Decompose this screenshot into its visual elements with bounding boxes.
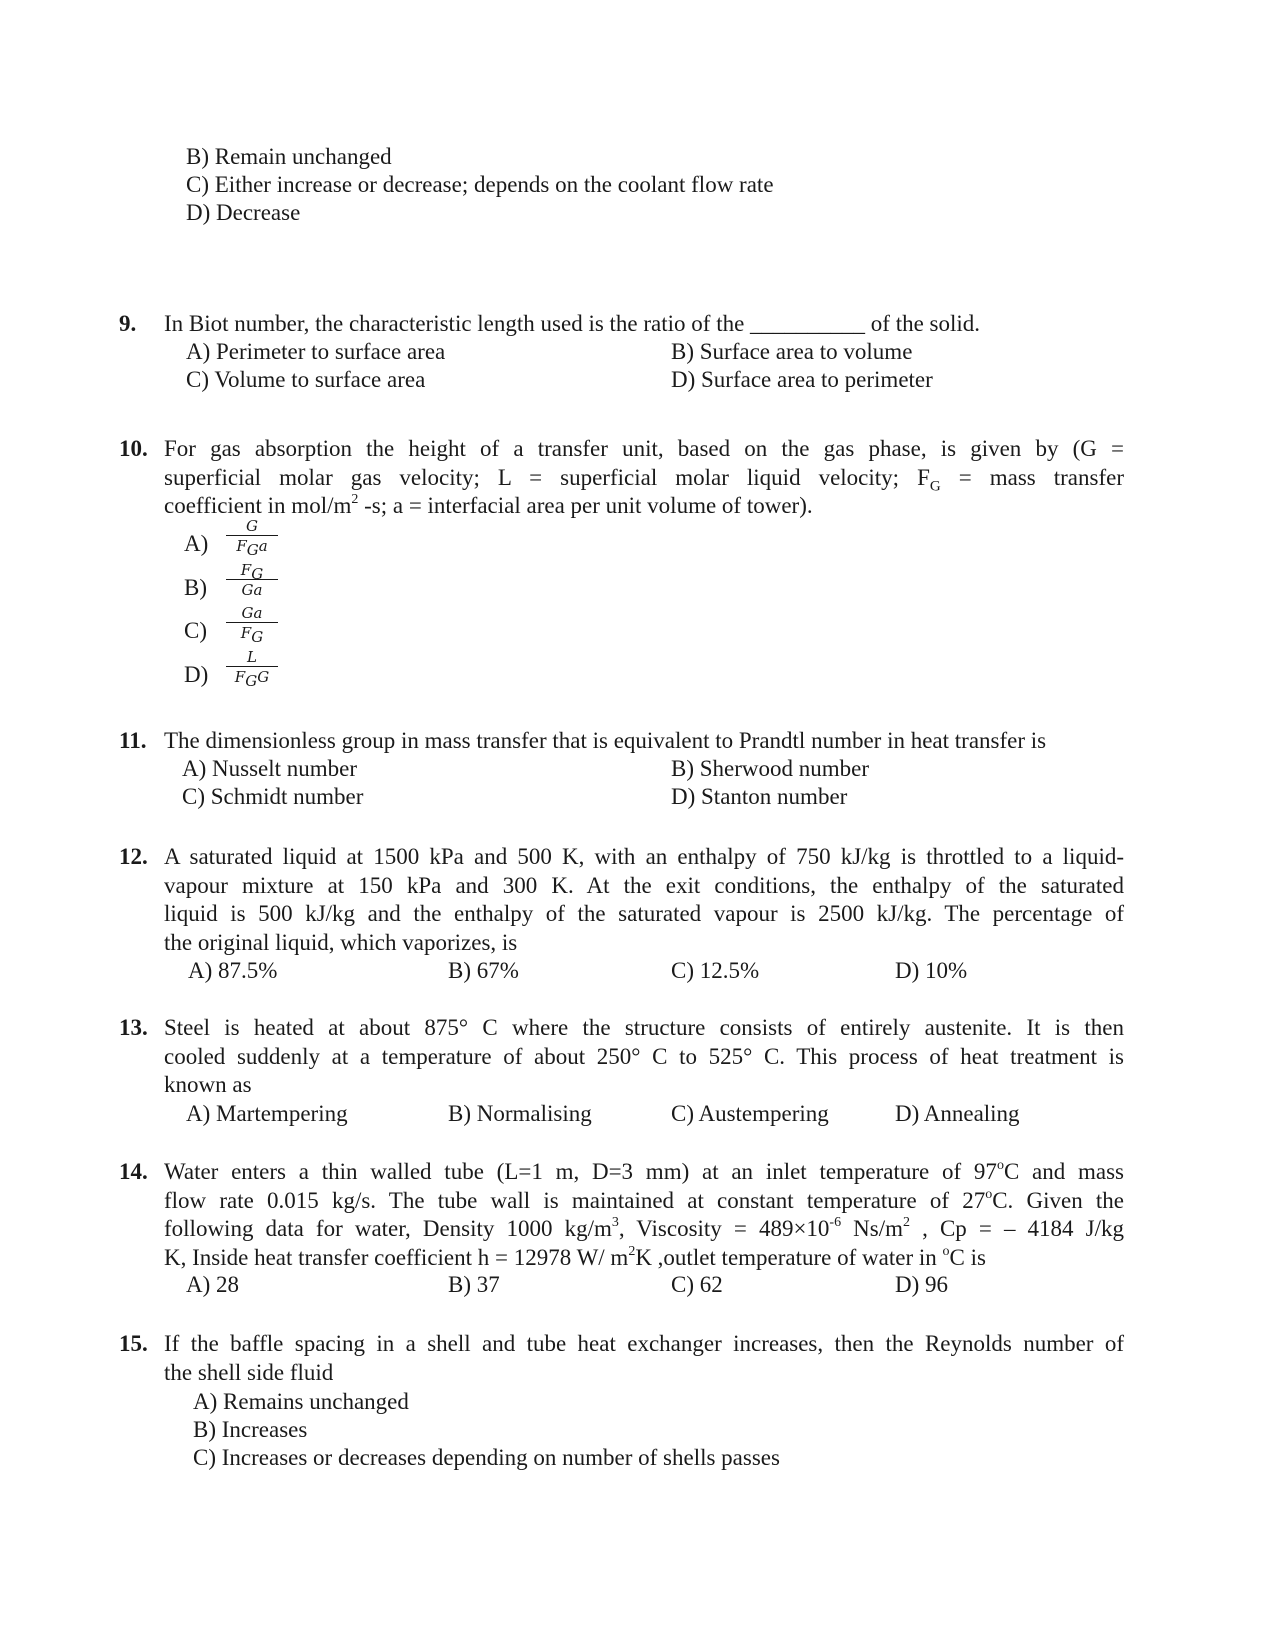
q13-stem-line: Steel is heated at about 875° C where the structure consists of entirely austenite. It is then [164,1015,1124,1040]
q9-option-c: C) Volume to surface area [186,367,426,392]
q14-option-a: A) 28 [186,1272,240,1297]
q14-stem-line: K, Inside heat transfer coefficient h = 12978 W/ $m^2K$ ,outlet temperature of water in $^o$C is [164,1243,986,1270]
q13-stem-line: cooled suddenly at a temperature of about 250° C to 525° C. This process of heat treatment is [164,1043,1124,1069]
q10-stem-line: For gas absorption the height of a transfer unit, based on the gas phase, is given by (G = [164,436,1124,461]
q12-stem-line: liquid is 500 kJ/kg and the enthalpy of the saturated vapour is 2500 kJ/kg. The percentage of [164,901,1124,926]
q12-stem-line: vapour mixture at 150 kPa and 300 K. At the exit conditions, the enthalpy of the saturated [164,872,1124,898]
q12-stem [164,843,1124,957]
fraction [222,648,282,690]
q12-option-b: B) 67% [448,958,519,983]
q11-option-c: C) Schmidt number [182,784,364,809]
q12-option-a: A) 87.5% [188,958,278,983]
q14-option-b: B) 37 [448,1272,500,1297]
q15-stem-line: If the baffle spacing in a shell and tube heat exchanger increases, then the Reynolds number of [164,1331,1124,1356]
q15-option-a: A) Remains unchanged [193,1389,409,1414]
q13-stem-line: known as [164,1072,252,1097]
option-label: D) [184,662,209,687]
q8-option-c: C) Either increase or decrease; depends on the coolant flow rate [186,172,774,197]
fraction [222,517,282,559]
q12-stem-line: A saturated liquid at 1500 kPa and 500 K, with an enthalpy of 750 kJ/kg is throttled to a liquid- [164,844,1124,869]
q13-option-b: B) Normalising [448,1101,592,1126]
q8-option-d: D) Decrease [186,200,301,225]
q13-number: 13. [119,1015,148,1040]
q14-option-c: C) 62 [671,1272,723,1297]
q12-stem-line: the original liquid, which vaporizes, is [164,929,518,955]
q15-option-b: B) Increases [193,1417,308,1442]
fraction-numerator: Ga [241,604,263,622]
q10-number: 10. [119,436,148,461]
q14-stem-line: flow rate 0.015 kg/s. The tube wall is maintained at constant temperature of 27$^o$C. Given the [164,1186,1124,1213]
fraction-numerator: G [246,517,258,535]
q14-option-d: D) 96 [895,1272,949,1297]
fraction-numerator: L [247,648,257,666]
q8-option-b: B) Remain unchanged [186,144,392,169]
q15-stem-line: the shell side fluid [164,1359,334,1385]
fraction-denominator: $F_G$ [240,624,264,646]
q13-option-c: C) Austempering [671,1101,829,1126]
q9-stem: In Biot number, the characteristic length used is the ratio of the __________ of the solid. [164,311,981,336]
q13-option-d: D) Annealing [895,1101,1020,1126]
option-label: C) [184,618,207,643]
q11-option-d: D) Stanton number [671,784,848,809]
fraction-numerator: $F_G$ [240,561,264,583]
option-label: B) [184,575,207,600]
q14-stem-line: following data for water, Density 1000 $kg/m^3$, Viscosity = $489\times 10^{-6}$ $Ns/m^2$ , Cp = – 4184 J/kg [164,1215,1124,1241]
option-label: A) [184,531,209,556]
q12-option-c: C) 12.5% [671,958,760,983]
q12-option-d: D) 10% [895,958,968,983]
q11-stem: The dimensionless group in mass transfer that is equivalent to Prandtl number in heat transfer is [164,728,1047,753]
fraction [222,604,282,646]
q11-number: 11. [119,728,147,753]
fraction-denominator: $F_Ga$ [236,537,268,559]
fraction-denominator: Ga [241,581,263,599]
q10-stem-line: coefficient in mol/$m^2$ -s; a = interfacial area per unit volume of tower). [164,492,813,518]
q15-number: 15. [119,1331,148,1356]
q14-number: 14. [119,1159,148,1184]
q12-number: 12. [119,844,148,869]
q14-stem-line: Water enters a thin walled tube (L=1 m, D=3 mm) at an inlet temperature of 97$^o$C and mass [164,1158,1124,1184]
q9-number: 9. [119,311,137,336]
q9-option-a: A) Perimeter to surface area [186,339,446,364]
q11-option-b: B) Sherwood number [671,756,870,781]
fraction-denominator: $F_GG$ [234,668,270,690]
q13-option-a: A) Martempering [186,1101,348,1126]
q10-stem-line: superficial molar gas velocity; L = superficial molar liquid velocity; $F_G$ = mass transfer [164,464,1124,495]
q10-stem [164,435,1124,521]
q15-option-c: C) Increases or decreases depending on number of shells passes [193,1445,780,1470]
q14-stem [164,1158,1124,1272]
fraction [222,561,282,600]
q13-stem [164,1014,1124,1100]
q9-option-b: B) Surface area to volume [671,339,913,364]
q15-stem [164,1330,1124,1387]
q11-option-a: A) Nusselt number [182,756,358,781]
q9-option-d: D) Surface area to perimeter [671,367,933,392]
